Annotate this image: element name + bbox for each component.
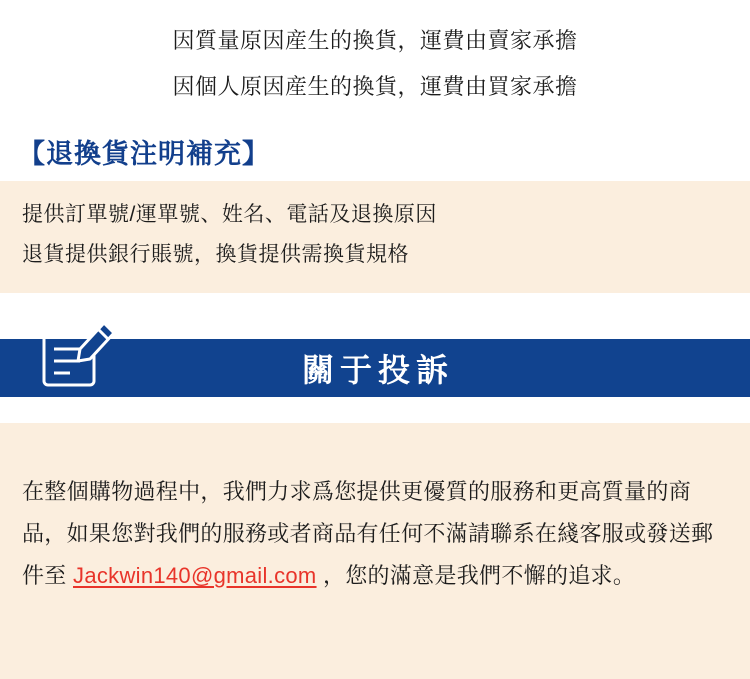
note-line: 提供訂單號/運單號、姓名、電話及退換原因 [22,203,437,226]
pencil-note-icon [36,313,116,393]
complaint-banner [0,339,750,397]
note-panel [0,181,750,293]
note-line: 退貨提供銀行賬號，換貨提供需換貨規格 [22,243,409,266]
policy-line: 因質量原因産生的換貨，運費由賣家承擔 [172,28,578,53]
banner-title: 關于投訴 [301,352,454,388]
support-email-link[interactable]: Jackwin140@gmail.com [73,563,317,588]
policy-line: 因個人原因産生的換貨，運費由買家承擔 [172,74,578,99]
complaint-panel [0,423,750,679]
complaint-text-before-email: 在整個購物過程中，我們力求爲您提供更優質的服務和更高質量的商品，如果您對我們的服務或者商品有任何不滿請聯系在綫客服或發送郵件至 [22,479,714,588]
complaint-text [22,471,728,597]
note-section-heading: 【退換貨注明補充】 [18,139,270,169]
return-policy-lines [0,0,750,110]
complaint-text-after-email: ，您的滿意是我們不懈的追求。 [316,563,636,588]
